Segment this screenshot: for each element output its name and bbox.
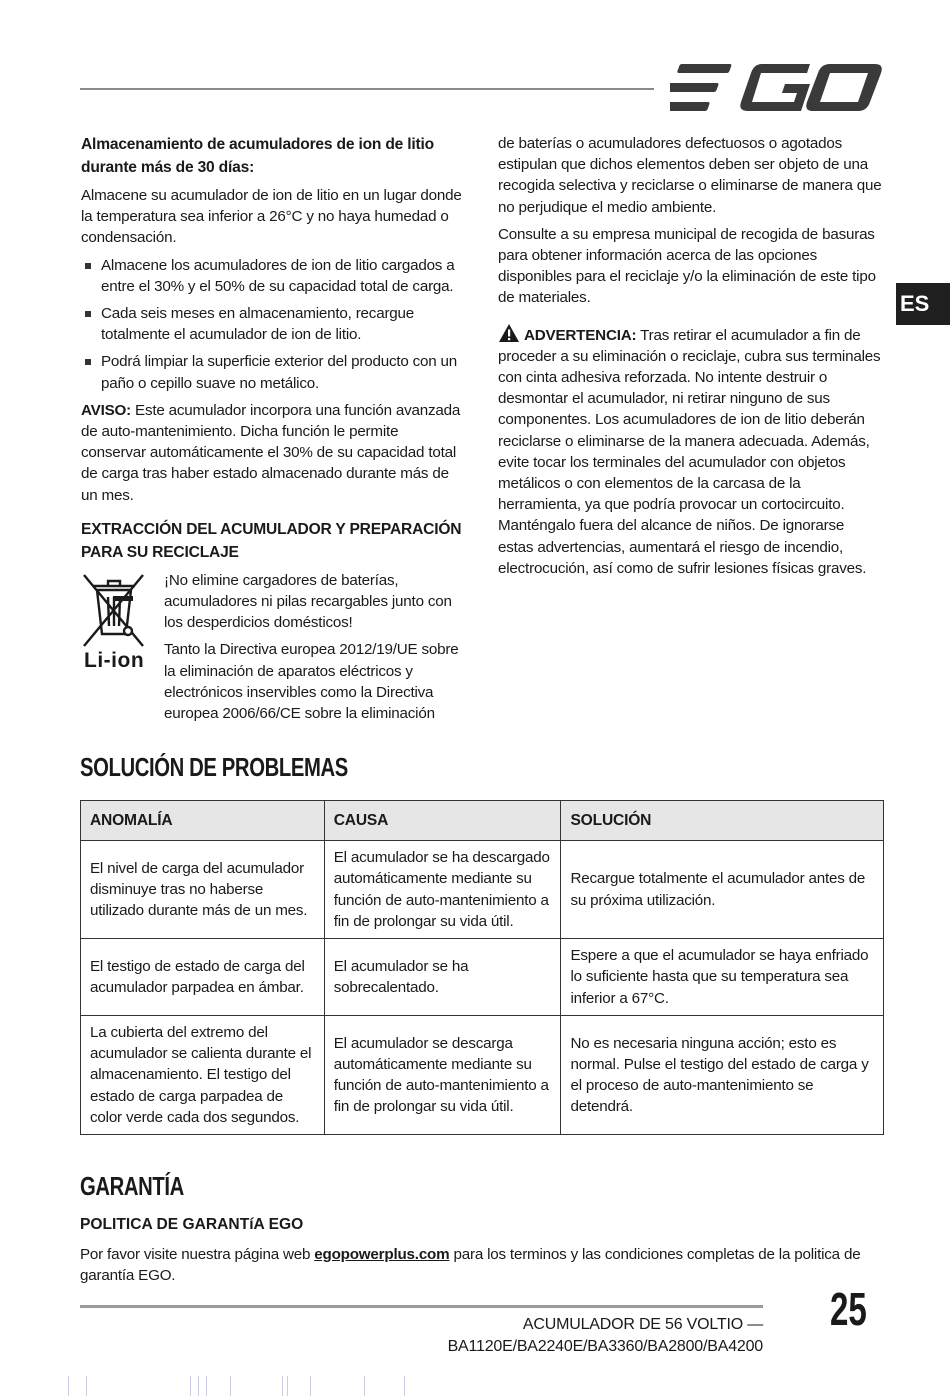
warning-triangle-icon bbox=[498, 323, 520, 343]
recycle-paragraph-2: Tanto la Directiva europea 2012/19/UE sobre la eliminación de aparatos eléctricos y electrónicos inservibles como la Directiva europea 2006/66/CE sobre la eliminación bbox=[164, 641, 459, 723]
warranty-text bbox=[80, 1244, 880, 1286]
footer-product-line: ACUMULADOR DE 56 VOLTIO — BA1120E/BA2240E/BA3360/BA2800/BA4200 bbox=[447, 1316, 763, 1355]
notice-paragraph bbox=[81, 400, 463, 506]
footer-rule bbox=[80, 1305, 763, 1308]
header-rule bbox=[80, 88, 654, 90]
table-cell: Recargue totalmente el acumulador antes de su próxima utilización. bbox=[561, 841, 884, 939]
table-row bbox=[81, 841, 884, 939]
table-cell: El acumulador se descarga automáticamente mediante su función de auto-mantenimiento a fin de prolongar su vida útil. bbox=[324, 1016, 561, 1135]
li-ion-label: Li-ion bbox=[84, 648, 145, 672]
warranty-text-after: para los terminos y las condiciones completas de la politica de garantía EGO. bbox=[80, 1246, 861, 1285]
scan-artifact-marks bbox=[0, 1372, 950, 1398]
notice-text: Este acumulador incorpora una función avanzada de auto-mantenimiento. Dicha función le permite conservar automáticamente el 30% de su capacidad total de carga tras haber estado almacenado durante más de un mes. bbox=[81, 401, 461, 504]
language-tab: ES bbox=[896, 283, 950, 325]
list-item: Almacene los acumuladores de ion de litio cargados a entre el 30% y el 50% de su capacidad total de carga. bbox=[81, 255, 463, 297]
notice-label: AVISO: bbox=[81, 401, 131, 419]
table-cell: El acumulador se ha descargado automáticamente mediante su función de auto-mantenimiento a fin de prolongar su vida útil. bbox=[324, 841, 561, 939]
table-cell: El testigo de estado de carga del acumulador parpadea en ámbar. bbox=[81, 939, 325, 1016]
storage-bullets bbox=[81, 255, 463, 394]
troubleshooting-title: SOLUCIÓN DE PROBLEMAS bbox=[80, 752, 348, 782]
warranty-text-before: Por favor visite nuestra página web bbox=[80, 1246, 315, 1263]
table-cell: No es necesaria ninguna acción; esto es normal. Pulse el testigo del estado de carga y el proceso de auto-mantenimiento se detendrá. bbox=[561, 1016, 884, 1135]
table-row bbox=[81, 939, 884, 1016]
right-column bbox=[498, 133, 883, 579]
recycle-paragraph-1: ¡No elimine cargadores de baterías, acumuladores ni pilas recargables junto con los desperdicios domésticos! bbox=[164, 571, 452, 632]
warning-paragraph bbox=[498, 323, 883, 579]
storage-intro: Almacene su acumulador de ion de litio en un lugar donde la temperatura sea inferior a 26°C y no haya humedad o condensación. bbox=[81, 187, 462, 247]
table-cell: Espere a que el acumulador se haya enfriado lo suficiente hasta que su temperatura sea inferior a 67°C. bbox=[561, 939, 884, 1016]
column-header-causa: CAUSA bbox=[324, 801, 561, 841]
removal-heading: EXTRACCIÓN DEL ACUMULADOR Y PREPARACIÓN PARA SU RECICLAJE bbox=[81, 520, 462, 561]
left-column bbox=[81, 133, 463, 723]
recycle-paragraph-3: de baterías o acumuladores defectuosos o agotados estipulan que dichos elementos deben ser objeto de una recogida selectiva y reciclarse o eliminarse de manera que no perjudique el medio ambiente. bbox=[498, 135, 882, 216]
storage-heading: Almacenamiento de acumuladores de ion de litio durante más de 30 días: bbox=[81, 136, 435, 176]
warranty-title: GARANTÍA bbox=[80, 1171, 184, 1201]
recycle-paragraph-4: Consulte a su empresa municipal de recogida de basuras para obtener información acerca de las opciones disponibles para el reciclaje y/o la eliminación de este tipo de materiales. bbox=[498, 225, 876, 307]
recycle-text bbox=[164, 570, 464, 724]
table-cell: El nivel de carga del acumulador disminuye tras no haberse utilizado durante más de un mes. bbox=[81, 841, 325, 939]
table-row bbox=[81, 1016, 884, 1135]
warranty-subtitle: POLITICA DE GARANTíA EGO bbox=[80, 1216, 304, 1233]
table-header-row bbox=[81, 801, 884, 841]
list-item: Cada seis meses en almacenamiento, recargue totalmente el acumulador de ion de litio. bbox=[81, 303, 463, 345]
table-cell: El acumulador se ha sobrecalentado. bbox=[324, 939, 561, 1016]
column-header-solucion: SOLUCIÓN bbox=[561, 801, 884, 841]
ego-logo bbox=[670, 64, 882, 112]
warning-label: ADVERTENCIA: bbox=[524, 326, 637, 344]
list-item: Podrá limpiar la superficie exterior del producto con un paño o cepillo suave no metálico. bbox=[81, 351, 463, 393]
column-header-anomalia: ANOMALÍA bbox=[81, 801, 325, 841]
recycle-block bbox=[81, 570, 463, 723]
warning-text: Tras retirar el acumulador a fin de proceder a su eliminación o reciclaje, cubra sus terminales con cinta adhesiva reforzada. No intente destruir o desmontar el acumulador, ni retirar ninguno de sus componentes. Los acumuladores de ion de litio deberán reciclarse o eliminarse de la manera adecuada. Además, evite tocar los terminales del acumulador con objetos metálicos o con elementos de la carcasa de la herramienta, ya que podría provocar un cortocircuito. Manténgalo fuera del alcance de niños. De ignorarse estas advertencias, aumentará el riesgo de incendio, electrocución, así como de sufrir lesiones físicas graves. bbox=[498, 326, 881, 577]
table-cell: La cubierta del extremo del acumulador se calienta durante el almacenamiento. El testigo del estado de carga parpadea de color verde cada dos segundos. bbox=[81, 1016, 325, 1135]
page-number: 25 bbox=[830, 1283, 867, 1335]
warranty-link[interactable]: egopowerplus.com bbox=[314, 1246, 450, 1263]
troubleshooting-table bbox=[80, 800, 884, 1135]
